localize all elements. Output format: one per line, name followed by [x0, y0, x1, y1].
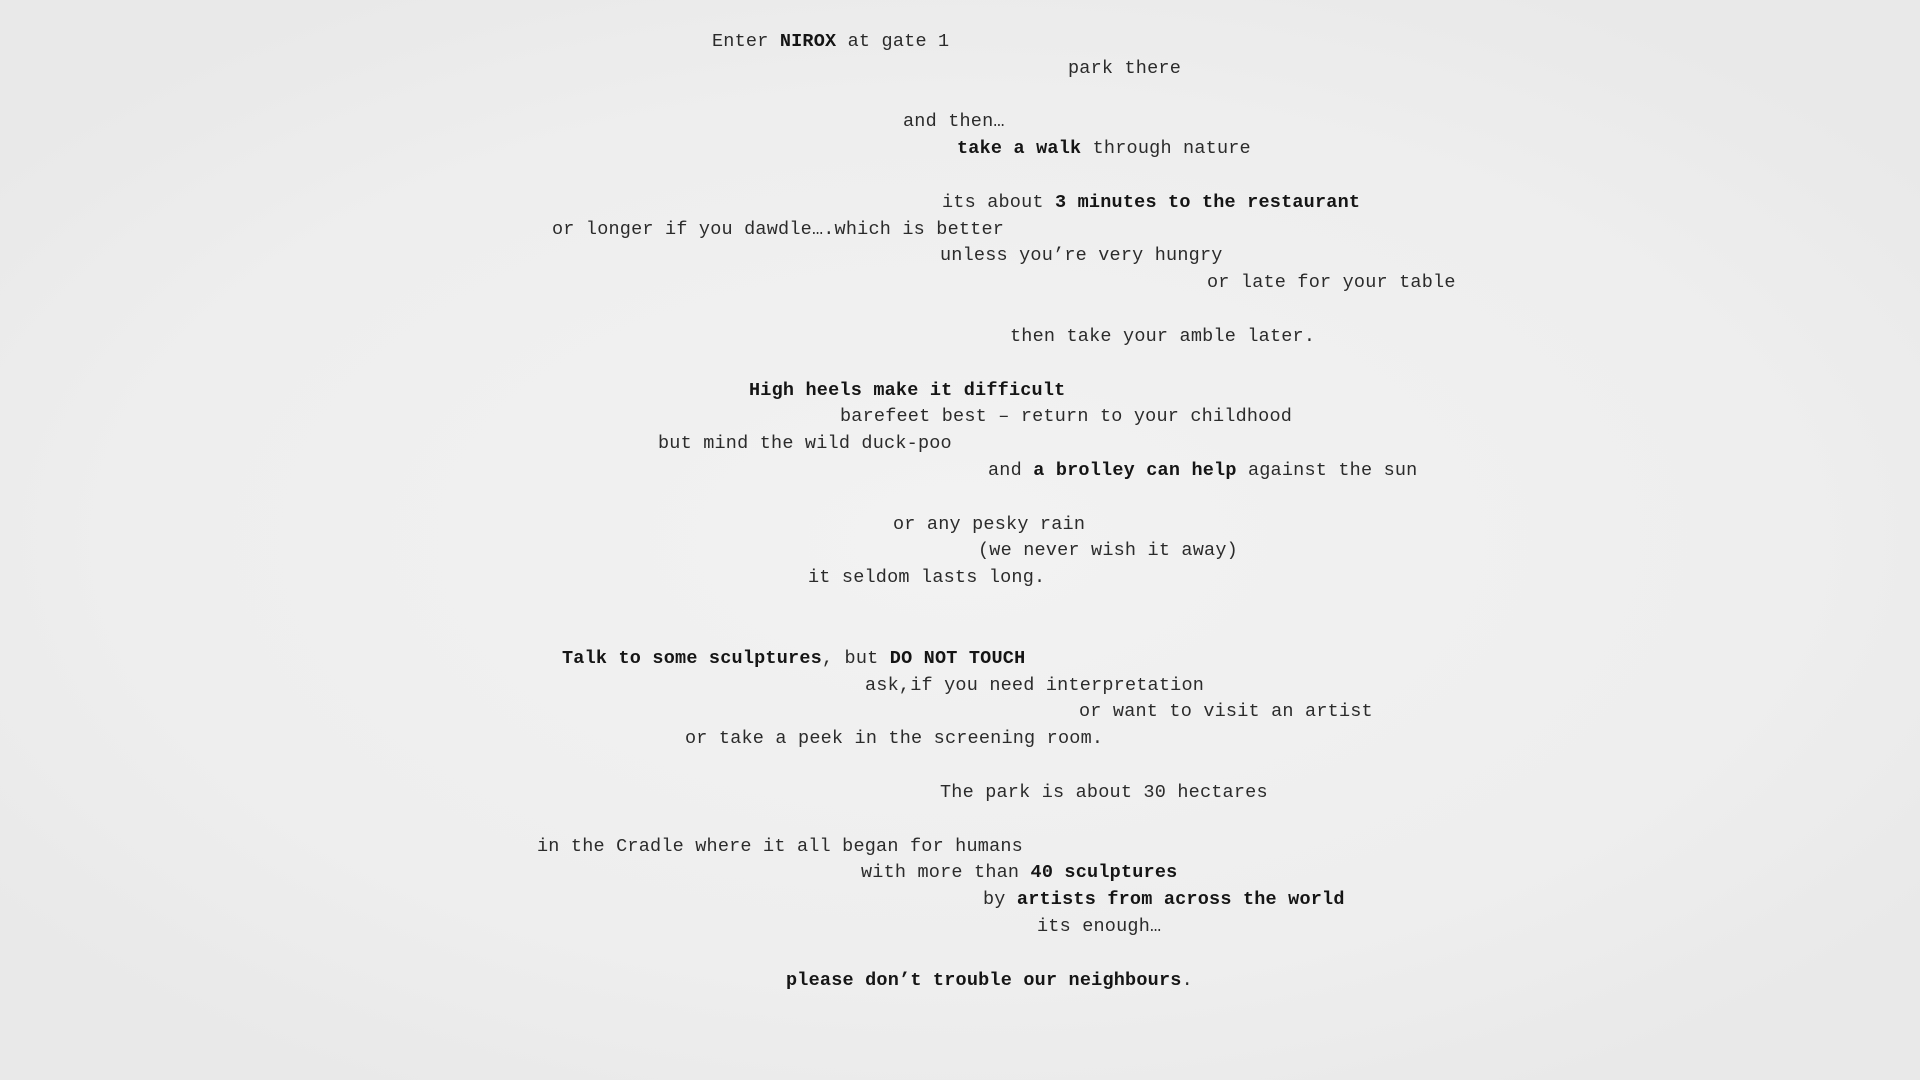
poem-line-40-sculptures: [861, 861, 1177, 885]
text: (we never wish it away): [978, 540, 1238, 561]
poem-line-and-then: [903, 110, 1005, 134]
poem-line-visit-artist: [1079, 700, 1373, 724]
poem-line-artists-world: [983, 888, 1345, 912]
poem-line-sculptures-do-not-touch: [562, 647, 1025, 671]
text: it seldom lasts long.: [808, 567, 1046, 588]
poem-line-enter-nirox: [712, 30, 949, 54]
emphasis-text: NIROX: [779, 31, 837, 52]
poem-line-amble-later: [1010, 325, 1315, 349]
emphasis-text: please don’t trouble our neighbours: [786, 970, 1182, 991]
emphasis-text: take a walk: [957, 138, 1082, 159]
text: through nature: [1081, 138, 1251, 159]
text: at gate 1: [836, 31, 950, 52]
text: in the Cradle where it all began for humans: [537, 836, 1023, 857]
poem-line-its-enough: [1037, 915, 1161, 939]
text: its about: [942, 192, 1056, 213]
poem-line-interpretation: [865, 674, 1204, 698]
text: its enough…: [1037, 916, 1162, 937]
text: unless you’re very hungry: [940, 245, 1223, 266]
poem-line-neighbours: [786, 969, 1193, 993]
poem-line-3-minutes: [942, 191, 1360, 215]
text: The park is about 30 hectares: [940, 782, 1268, 803]
poem-line-take-a-walk: [957, 137, 1251, 161]
poem-line-dawdle: [552, 218, 1004, 242]
emphasis-text: DO NOT TOUCH: [889, 648, 1026, 669]
text: against the sun: [1236, 460, 1418, 481]
poem-line-duck-poo: [658, 432, 952, 456]
emphasis-text: a brolley can help: [1033, 460, 1237, 481]
poem-line-cradle: [537, 835, 1023, 859]
poem-line-30-hectares: [940, 781, 1268, 805]
text: .: [1181, 970, 1193, 991]
emphasis-text: High heels make it difficult: [749, 380, 1066, 401]
text: and then…: [903, 111, 1005, 132]
text: barefeet best – return to your childhood: [840, 406, 1293, 427]
emphasis-text: artists from across the world: [1016, 889, 1345, 910]
text: ask,if you need interpretation: [865, 675, 1205, 696]
text: or want to visit an artist: [1079, 701, 1373, 722]
emphasis-text: Talk to some sculptures: [562, 648, 822, 669]
text: or any pesky rain: [893, 514, 1086, 535]
poem-line-hungry: [940, 244, 1223, 268]
poem-line-high-heels: [749, 379, 1065, 403]
text: or late for your table: [1207, 272, 1456, 293]
text: or longer if you dawdle….which is better: [552, 219, 1005, 240]
text: or take a peek in the screening room.: [685, 728, 1104, 749]
poem-line-barefeet: [840, 405, 1292, 429]
text: , but: [821, 648, 890, 669]
text: by: [983, 889, 1017, 910]
poem-line-seldom-lasts: [808, 566, 1045, 590]
emphasis-text: 3 minutes to the restaurant: [1055, 192, 1361, 213]
text: park there: [1068, 58, 1182, 79]
text: then take your amble later.: [1010, 326, 1316, 347]
text: but mind the wild duck-poo: [658, 433, 952, 454]
text: and: [988, 460, 1034, 481]
poem-line-late-for-table: [1207, 271, 1456, 295]
poem-line-park-there: [1068, 57, 1181, 81]
text: with more than: [861, 862, 1031, 883]
poem-line-never-wish: [978, 539, 1238, 563]
emphasis-text: 40 sculptures: [1030, 862, 1178, 883]
text: Enter: [712, 31, 780, 52]
poem-line-pesky-rain: [893, 513, 1085, 537]
poem-line-brolley: [988, 459, 1418, 483]
poem-line-screening-room: [685, 727, 1103, 751]
